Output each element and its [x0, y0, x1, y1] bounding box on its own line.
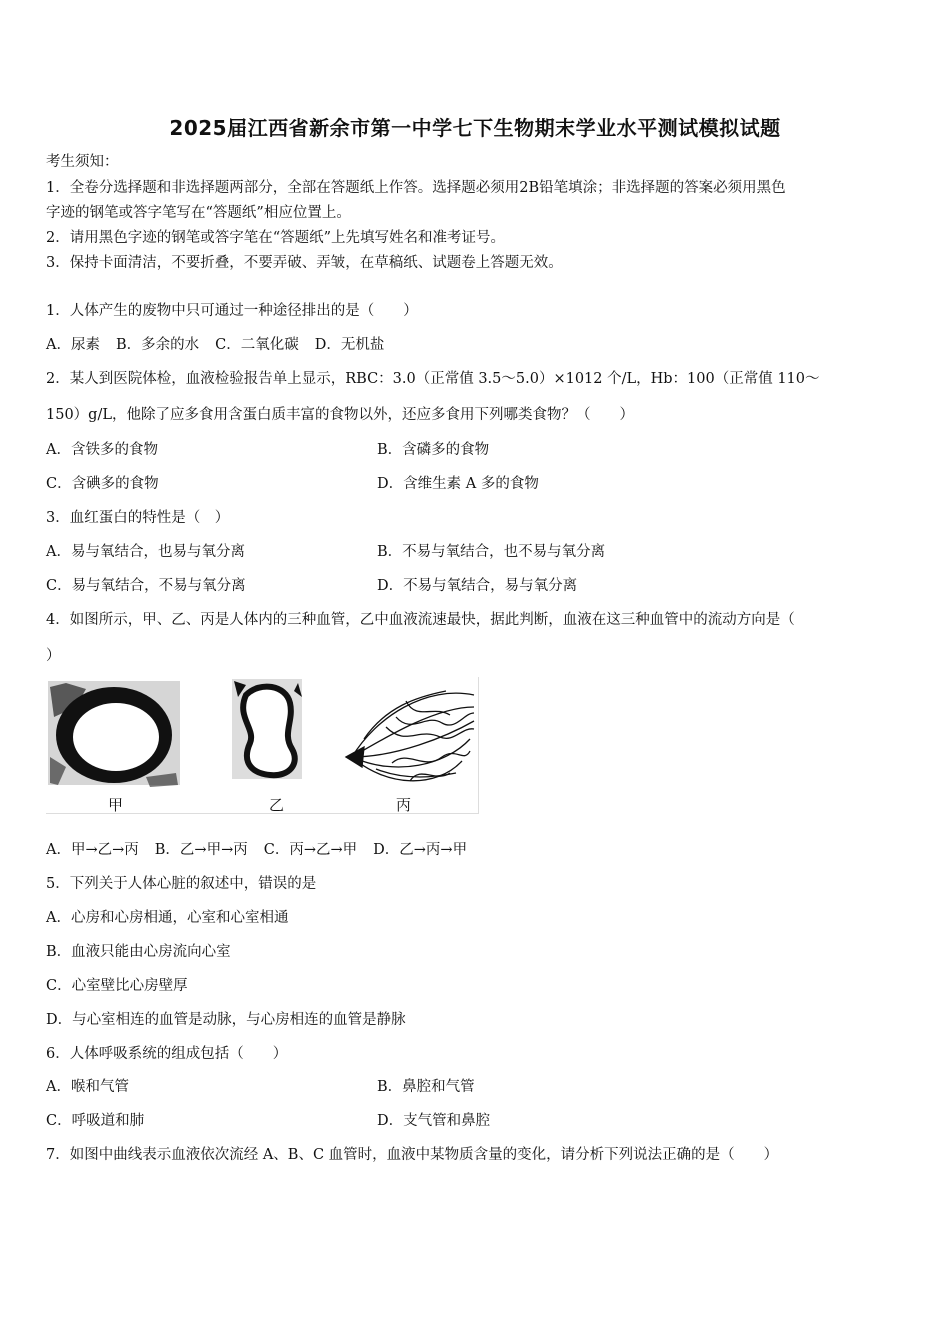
q4-option-d[interactable]: D．乙→丙→甲: [373, 842, 468, 858]
figure-label-yi: 乙: [269, 796, 285, 814]
q2-option-c[interactable]: C．含碘多的食物: [46, 476, 159, 492]
q6-option-a[interactable]: A．喉和气管: [46, 1079, 129, 1095]
q1-option-d[interactable]: D．无机盐: [314, 337, 385, 353]
q2-option-b[interactable]: B．含磷多的食物: [377, 442, 490, 458]
notice-item: 字迹的钢笔或答字笔写在“答题纸”相应位置上。: [46, 205, 351, 221]
q1-option-b[interactable]: B．多余的水: [115, 337, 200, 353]
q5-option-d[interactable]: D．与心室相连的血管是动脉，与心房相连的血管是静脉: [46, 1012, 406, 1028]
notice-item: 3．保持卡面清洁，不要折叠，不要弄破、弄皱，在草稿纸、试题卷上答题无效。: [46, 255, 563, 271]
notice-item: 1．全卷分选择题和非选择题两部分，全部在答题纸上作答。选择题必须用2B铅笔填涂；非选择题的答案必须用黑色: [46, 180, 786, 196]
q3-option-a[interactable]: A．易与氧结合，也易与氧分离: [46, 544, 245, 560]
q2-option-d[interactable]: D．含维生素 A 多的食物: [377, 476, 539, 492]
q3-stem: 3．血红蛋白的特性是（ ）: [46, 510, 230, 526]
q5-option-c[interactable]: C．心室壁比心房壁厚: [46, 978, 188, 994]
q7-stem: 7．如图中曲线表示血液依次流经 A、B、C 血管时，血液中某物质含量的变化，请分析下列说法正确的是（ ）: [46, 1147, 779, 1163]
q5-option-a[interactable]: A．心房和心房相通，心室和心室相通: [46, 910, 289, 926]
q4-stem-cont: ）: [46, 648, 61, 664]
q3-option-b[interactable]: B．不易与氧结合，也不易与氧分离: [377, 544, 606, 560]
vein-drawing: [232, 679, 302, 779]
q2-option-a[interactable]: A．含铁多的食物: [46, 442, 158, 458]
q6-option-b[interactable]: B．鼻腔和气管: [377, 1079, 475, 1095]
q6-option-d[interactable]: D．支气管和鼻腔: [377, 1113, 491, 1129]
artery-drawing: [48, 681, 180, 787]
q6-option-c[interactable]: C．呼吸道和肺: [46, 1113, 145, 1129]
q4-option-c[interactable]: C．丙→乙→甲: [263, 842, 358, 858]
capillary-drawing: [346, 691, 474, 781]
q1-option-a[interactable]: A．尿素: [46, 337, 100, 353]
q4-option-a[interactable]: A．甲→乙→丙: [46, 842, 139, 858]
notice-heading: 考生须知：: [46, 154, 119, 170]
q1-stem: 1．人体产生的废物中只可通过一种途径排出的是（ ）: [46, 303, 418, 319]
q4-options: [46, 840, 483, 860]
notice-item: 2．请用黑色字迹的钢笔或答字笔在“答题纸”上先填写姓名和准考证号。: [46, 230, 506, 246]
q5-option-b[interactable]: B．血液只能由心房流向心室: [46, 944, 231, 960]
q2-stem: 2．某人到医院体检，血液检验报告单上显示，RBC：3.0（正常值 3.5～5.0）×1012 个/L，Hb：100（正常值 110～: [46, 371, 820, 387]
figure-label-bing: 丙: [396, 796, 412, 814]
q1-options: [46, 335, 400, 355]
q1-option-c[interactable]: C．二氧化碳: [215, 337, 299, 353]
q2-stem-cont: 150）g/L，他除了应多食用含蛋白质丰富的食物以外，还应多食用下列哪类食物？（ ）: [46, 407, 634, 423]
q6-stem: 6．人体呼吸系统的组成包括（ ）: [46, 1046, 288, 1062]
q4-option-b[interactable]: B．乙→甲→丙: [154, 842, 248, 858]
q3-option-d[interactable]: D．不易与氧结合，易与氧分离: [377, 578, 578, 594]
blood-vessel-drawing: [46, 677, 478, 813]
q5-stem: 5．下列关于人体心脏的叙述中，错误的是: [46, 876, 317, 892]
figure-label-jia: 甲: [108, 796, 124, 814]
q4-stem: 4．如图所示，甲、乙、丙是人体内的三种血管，乙中血液流速最快，据此判断，血液在这三种血管中的流动方向是（: [46, 612, 795, 628]
page-title: 2025届江西省新余市第一中学七下生物期末学业水平测试模拟试题: [169, 116, 781, 140]
q3-option-c[interactable]: C．易与氧结合，不易与氧分离: [46, 578, 246, 594]
